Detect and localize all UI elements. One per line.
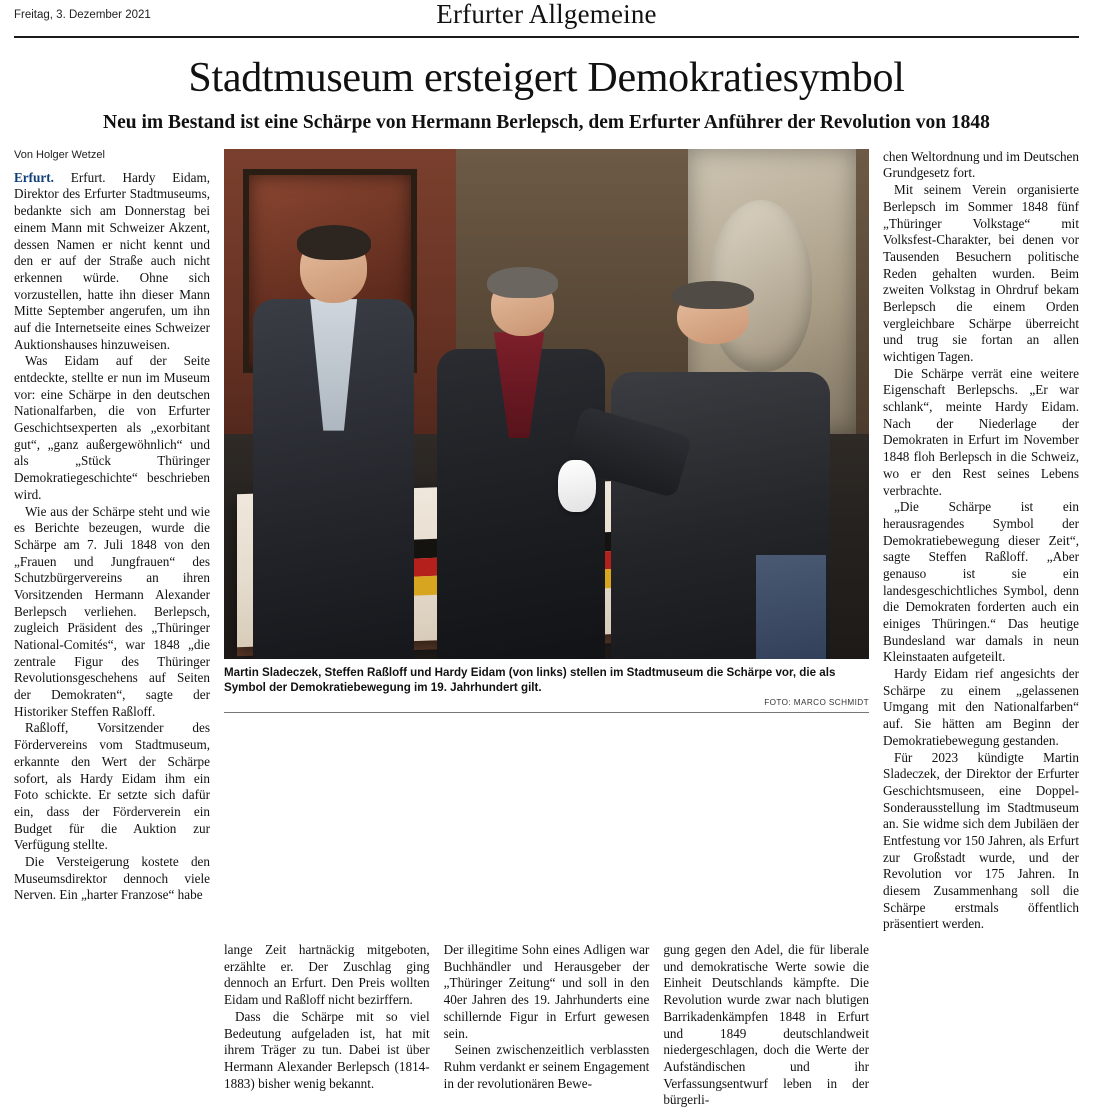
article-lower-columns [14, 942, 1079, 1109]
paragraph: Die Versteigerung kostete den Museumsdirektor dennoch viele Nerven. Ein „harter Franzose“ habe [14, 853, 210, 903]
column-left [14, 149, 210, 933]
masthead-date: Freitag, 3. Dezember 2021 [14, 9, 151, 21]
paragraph: Dass die Schärpe mit so viel Bedeutung aufgeladen ist, hat mit ihrem Träger zu tun. Dabei ist über Hermann Alexander Berlepsch (1814-1883) bisher wenig bekannt. [224, 1008, 430, 1091]
article-photo [224, 149, 869, 659]
lower-column-2 [444, 942, 650, 1109]
lower-column-3 [663, 942, 869, 1109]
column-center [224, 149, 869, 933]
article-body [14, 149, 1079, 933]
person-hair [672, 281, 753, 309]
page-subtitle: Neu im Bestand ist eine Schärpe von Hermann Berlepsch, dem Erfurter Anführer der Revolution von 1848 [103, 112, 990, 134]
paragraph: Was Eidam auf der Seite entdeckte, stellte er nun im Museum vor: eine Schärpe in den deutschen Nationalfarben, die von Erfurter Geschichtsexperten als „exorbitant gut“, „ganz außergewöhnlich“ und als „Stück Thüringer Demokratiegeschichte“ beschrieben wird. [14, 353, 210, 502]
paragraph: Raßloff, Vorsitzender des Fördervereins vom Stadtmuseum, erkannte den Wert der Schärpe sofort, als Hardy Eidam ihm ein Foto schickte. Er setzte sich dafür ein, dass der Förderverein ein Budget für die Auktion zur Verfügung stellte. [14, 720, 210, 853]
person-hair [487, 267, 557, 298]
white-glove [558, 460, 595, 512]
masthead-title: Erfurter Allgemeine [436, 0, 657, 29]
paragraph-text: Erfurt. Hardy Eidam, Direktor des Erfurter Stadtmuseums, bedankte sich am Donnerstag bei einem Mann mit Schweizer Akzent, dessen Namen er nicht kennt und den er auf der Straße auch nicht erkennen würde. Ohne sich vorzustellen, hatte ihn dieser Mann Mitte September angerufen, um ihn auf die Internetseite eines Schweizer Auktionshauses hinzuweisen. [14, 169, 210, 352]
person-hardy-eidam [611, 261, 830, 659]
dateline-place: Erfurt. [14, 169, 54, 185]
byline: Von Holger Wetzel [14, 148, 105, 161]
person-martin-sladeczek [250, 220, 418, 659]
paragraph: Seinen zwischenzeitlich verblassten Ruhm verdankt er seinem Engagement in der revolutionären Bewe- [443, 1042, 650, 1091]
paragraph: chen Weltordnung und im Deutschen Grundgesetz fort. [883, 148, 1079, 181]
masthead-rule [14, 36, 1079, 38]
paragraph: Für 2023 kündigte Martin Sladeczek, der Direktor der Erfurter Geschichtsmuseen, eine Doppel-Sonderausstellung im Stadtmuseum an. Sie widme sich dem Jubiläen der Entfestung vor 150 Jahren, als Erfurt zur Großstadt wurde, und der Revolution vor 175 Jahren. In diesem Zusammenhang soll die Schärpe erstmals öffentlich präsentiert werden. [883, 749, 1079, 932]
paragraph: Wie aus der Schärpe steht und wie es Berichte bezeugen, wurde die Schärpe am 7. Juli 1848 von den „Frauen und Jungfrauen“ des Schutzbürgervereins an ihren Vorsitzenden Hermann Alexander Berlepsch verliehen. Berlepsch, zugleich Präsident des „Thüringer National-Comités“, war 1848 „die zentrale Figur des Thüringer Revolutionsgeschehens auf Seiten der Demokraten“, sagte der Historiker Steffen Raßloff. [14, 503, 210, 719]
paragraph: „Die Schärpe ist ein herausragendes Symbol der Demokratiebewegung dieser Zeit“, sagte Steffen Raßloff. „Aber genauso ist sie ein landesgeschichtliches Symbol, denn die Demokraten forderten auch ein einiges Thüringen.“ Das heutige Bundesland war damals in neun Kleinstaaten aufgeteilt. [883, 499, 1079, 665]
photo-caption: Martin Sladeczek, Steffen Raßloff und Hardy Eidam (von links) stellen im Stadtmuseum die Schärpe vor, die als Symbol der Demokratiebewegung im 19. Jahrhundert gilt. [224, 665, 836, 694]
person-jeans [756, 555, 826, 658]
person-hair [297, 225, 371, 260]
paragraph [14, 170, 210, 354]
photo-scene [224, 149, 869, 659]
photo-credit: FOTO: MARCO SCHMIDT [764, 697, 869, 707]
masthead [14, 0, 1079, 34]
paragraph: Hardy Eidam rief angesichts der Schärpe zu einem „gelassenen Umgang mit den Nationalfarben“ auf. Sie hätten am Beginn der Demokratiebewegung gestanden. [883, 666, 1079, 748]
lower-column-1 [224, 942, 430, 1109]
column-right [883, 149, 1079, 933]
caption-rule [224, 712, 869, 713]
page-title: Stadtmuseum ersteigert Demokratiesymbol [188, 55, 905, 101]
paragraph: Die Schärpe verrät eine weitere Eigenschaft Berlepschs. „Er war schlank“, meinte Hardy Eidam. Nach der Niederlage der Demokraten in Erfurt im November 1848 floh Berlepsch in die Schweiz, wo er den Rest seines Lebens verbrachte. [883, 365, 1079, 498]
paragraph: Mit seinem Verein organisierte Berlepsch im Sommer 1848 fünf „Thüringer Volkstage“ mit Volksfest-Charakter, bei denen vor Tausenden Besuchern politische Reden gehalten wurden. Beim zweiten Volkstag in Ohrdruf bekam Berlepsch die einem Orden vergleichbare Schärpe überreicht und trug sie fortan an allen wichtigen Tagen. [883, 182, 1079, 364]
paragraph: Der illegitime Sohn eines Adligen war Buchhändler und Herausgeber der „Thüringer Zeitung“ und soll in den 40er Jahren des 19. Jahrhunderts eine schillernde Figur in Erfurt gewesen sein. [443, 942, 650, 1041]
paragraph: lange Zeit hartnäckig mitgeboten, erzählte er. Der Zuschlag ging dennoch an Erfurt. Den Preis wollten Eidam und Raßloff nicht bezirffern. [224, 942, 430, 1008]
paragraph: gung gegen den Adel, die für liberale und demokratische Werte sowie die Einheit Deutschlands kämpfte. Die Revolution wurde zwar nach blutigen Barrikadenkämpfen 1848 in Erfurt und 1849 deutschlandweit niedergeschlagen, doch die Werte der Aufständischen und ihr Verfassungsentwurf leben in der bürgerli- [663, 942, 869, 1108]
